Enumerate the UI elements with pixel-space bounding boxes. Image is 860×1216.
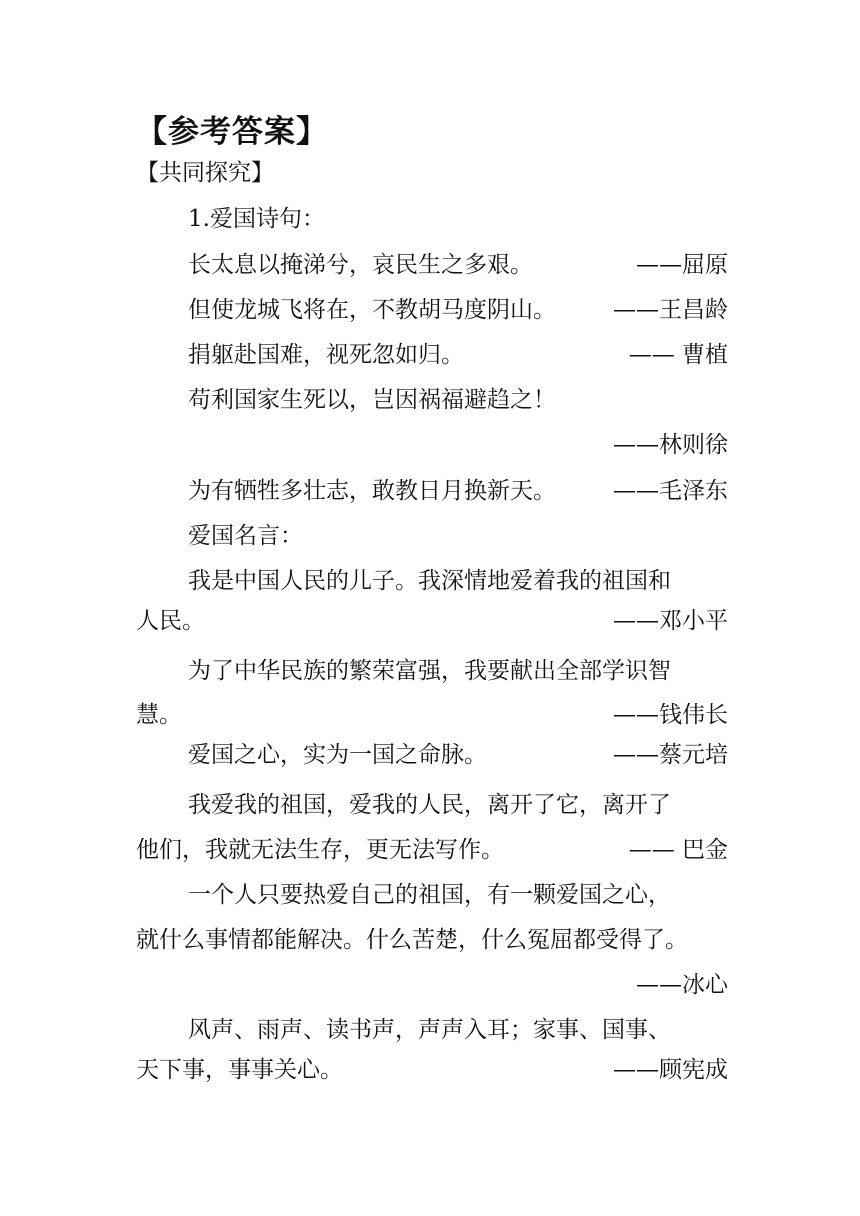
poem-author: ——林则徐 xyxy=(613,432,728,458)
quote-line: 爱国之心，实为一国之命脉。 xyxy=(188,742,487,768)
quotes-heading: 爱国名言： xyxy=(188,523,303,549)
quote-line: 他们，我就无法生存，更无法写作。 xyxy=(136,837,504,863)
quote-author: ——顾宪成 xyxy=(613,1057,728,1083)
quote-line: 人民。 xyxy=(136,608,205,634)
quote-line: 就什么事情都能解决。什么苦楚，什么冤屈都受得了。 xyxy=(136,927,688,953)
question-heading: 1.爱国诗句： xyxy=(188,206,325,232)
poem-text: 但使龙城飞将在，不教胡马度阴山。 xyxy=(188,297,556,323)
quote-author: —— 巴金 xyxy=(628,837,728,863)
quote-author: ——钱伟长 xyxy=(613,702,728,728)
quote-line: 为了中华民族的繁荣富强，我要献出全部学识智 xyxy=(188,658,671,684)
quote-author: ——蔡元培 xyxy=(613,742,728,768)
quote-author: ——邓小平 xyxy=(613,608,728,634)
poem-text: 为有牺牲多壮志，敢教日月换新天。 xyxy=(188,478,556,504)
quote-line: 我是中国人民的儿子。我深情地爱着我的祖国和 xyxy=(188,568,671,594)
poem-text: 苟利国家生死以，岂因祸福避趋之！ xyxy=(188,387,556,413)
quote-line: 天下事，事事关心。 xyxy=(136,1057,343,1083)
poem-author: ——毛泽东 xyxy=(613,478,728,504)
poem-author: ——屈原 xyxy=(636,252,728,278)
poem-author: —— 曹植 xyxy=(628,342,728,368)
quote-author: ——冰心 xyxy=(636,972,728,998)
quote-line: 一个人只要热爱自己的祖国，有一颗爱国之心， xyxy=(188,882,671,908)
poem-author: ——王昌龄 xyxy=(613,297,728,323)
quote-line: 慧。 xyxy=(136,702,182,728)
poem-text: 捐躯赴国难，视死忽如归。 xyxy=(188,342,464,368)
section-heading: 【共同探究】 xyxy=(136,160,274,186)
quote-line: 风声、雨声、读书声，声声入耳；家事、国事、 xyxy=(188,1017,671,1043)
poem-text: 长太息以掩涕兮，哀民生之多艰。 xyxy=(188,252,533,278)
page-title: 【参考答案】 xyxy=(136,114,328,150)
quote-line: 我爱我的祖国，爱我的人民，离开了它，离开了 xyxy=(188,792,671,818)
